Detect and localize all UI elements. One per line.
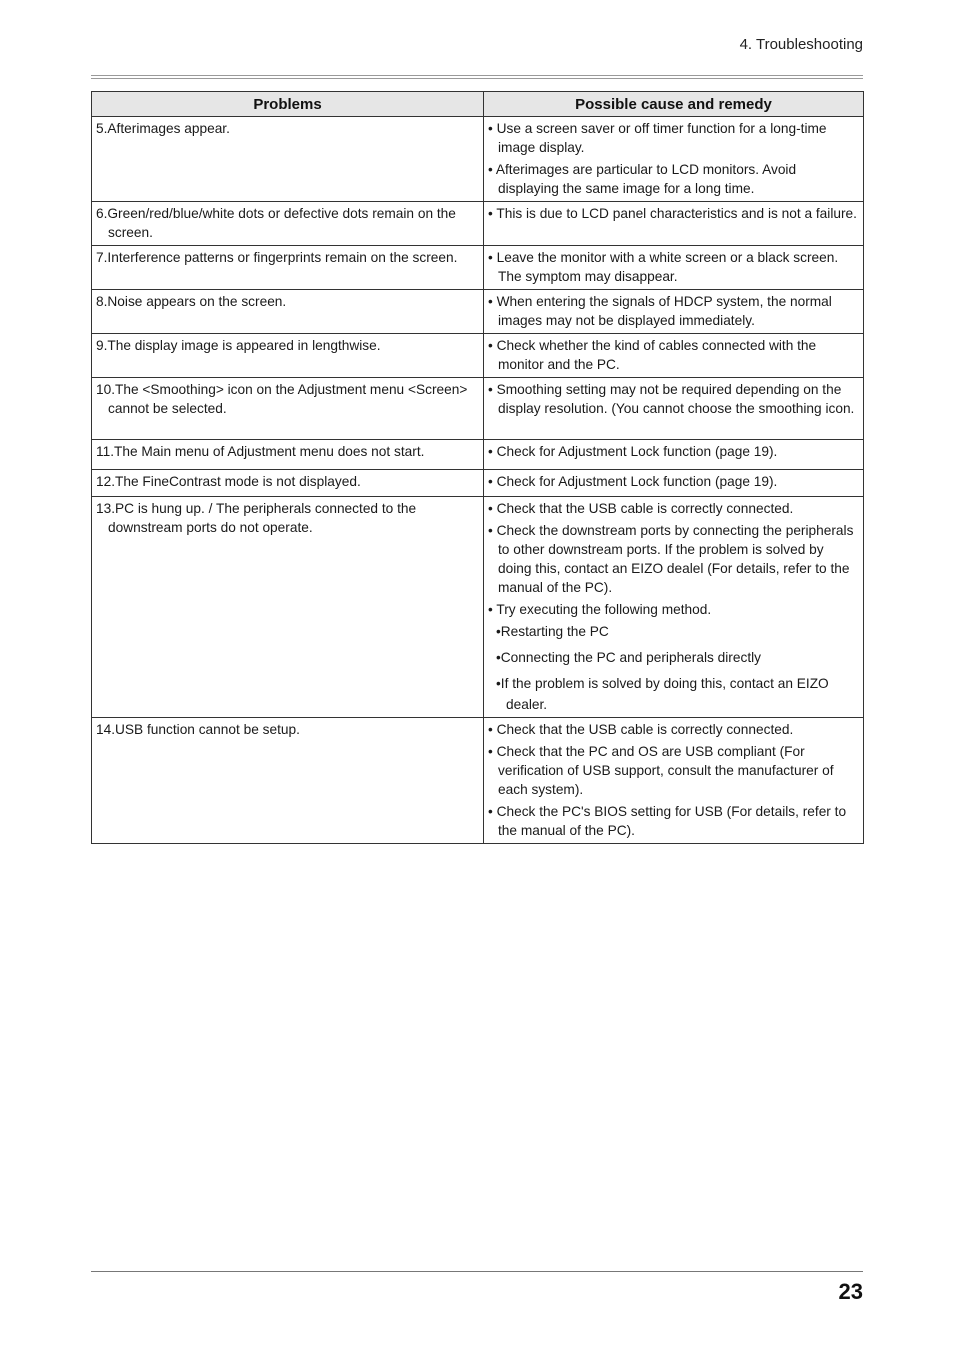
remedy-cell [484,470,864,497]
table-row [92,718,864,844]
remedy-cell [484,718,864,844]
problem-cell [92,378,484,440]
table-row [92,290,864,334]
remedy-sub-item: •Connecting the PC and peripherals directly [496,650,762,665]
remedy-item: • Try executing the following method. [488,602,712,617]
troubleshooting-table [91,91,864,844]
problem-text: 8.Noise appears on the screen. [96,294,287,309]
table-row [92,117,864,202]
remedy-item: • Smoothing setting may not be required depending on the display resolution. (You cannot choose the smoothing icon. [488,382,855,416]
remedy-cell [484,378,864,440]
section-header: 4. Troubleshooting [739,36,863,53]
problem-text: 11.The Main menu of Adjustment menu does not start. [96,444,425,459]
column-header-problems: Problems [92,92,484,117]
table-row [92,202,864,246]
remedy-item: • Check the PC's BIOS setting for USB (For details, refer to the manual of the PC). [488,804,847,838]
table-header-row [92,92,864,117]
remedy-cell [484,117,864,202]
problem-text: 5.Afterimages appear. [96,121,230,136]
page-number: 23 [838,1279,863,1304]
remedy-item: • When entering the signals of HDCP system, the normal images may not be displayed immediately. [488,294,832,328]
remedy-item: • Check for Adjustment Lock function (page 19). [488,474,778,489]
column-header-remedy: Possible cause and remedy [484,92,864,117]
problem-cell [92,246,484,290]
remedy-cell [484,202,864,246]
problem-text: 14.USB function cannot be setup. [96,722,300,737]
table-row [92,246,864,290]
remedy-item: • Afterimages are particular to LCD monitors. Avoid displaying the same image for a long time. [488,162,797,196]
remedy-item: • Check that the PC and OS are USB compliant (For verification of USB support, consult the manufacturer of each system). [488,744,834,797]
problem-cell [92,202,484,246]
problem-text: 10.The <Smoothing> icon on the Adjustment menu <Screen> cannot be selected. [96,382,468,416]
remedy-sub-item: •Restarting the PC [496,624,609,639]
remedy-cell [484,246,864,290]
remedy-item: • This is due to LCD panel characteristics and is not a failure. [488,206,857,221]
remedy-sub-item: dealer. [506,697,548,712]
table-row [92,470,864,497]
problem-cell [92,497,484,718]
problem-cell [92,470,484,497]
remedy-cell [484,497,864,718]
remedy-cell [484,334,864,378]
remedy-sub-item: •If the problem is solved by doing this, contact an EIZO [496,676,829,691]
remedy-item: • Use a screen saver or off timer function for a long-time image display. [488,121,827,155]
remedy-item: • Check for Adjustment Lock function (page 19). [488,444,778,459]
problem-cell [92,718,484,844]
problem-text: 12.The FineContrast mode is not displayed. [96,474,361,489]
remedy-item: • Check the downstream ports by connecting the peripherals to other downstream ports. If the problem is solved by doing this, contact an EIZO dealel (For details, refer to the manual of the PC). [488,523,854,595]
table-row [92,334,864,378]
table-row [92,497,864,718]
remedy-item: • Leave the monitor with a white screen or a black screen. The symptom may disappear. [488,250,839,284]
problem-text: 6.Green/red/blue/white dots or defective dots remain on the screen. [96,206,456,240]
problem-cell [92,334,484,378]
remedy-item: • Check that the USB cable is correctly connected. [488,722,794,737]
header-divider [91,75,863,79]
remedy-item: • Check whether the kind of cables connected with the monitor and the PC. [488,338,817,372]
remedy-cell [484,440,864,470]
table-row [92,440,864,470]
remedy-cell [484,290,864,334]
footer-divider [91,1271,863,1272]
remedy-item: • Check that the USB cable is correctly connected. [488,501,794,516]
table-row [92,378,864,440]
problem-text: 9.The display image is appeared in lengthwise. [96,338,381,353]
problem-text: 13.PC is hung up. / The peripherals connected to the downstream ports do not operate. [96,501,417,535]
problem-cell [92,290,484,334]
problem-text: 7.Interference patterns or fingerprints remain on the screen. [96,250,458,265]
problem-cell [92,117,484,202]
problem-cell [92,440,484,470]
